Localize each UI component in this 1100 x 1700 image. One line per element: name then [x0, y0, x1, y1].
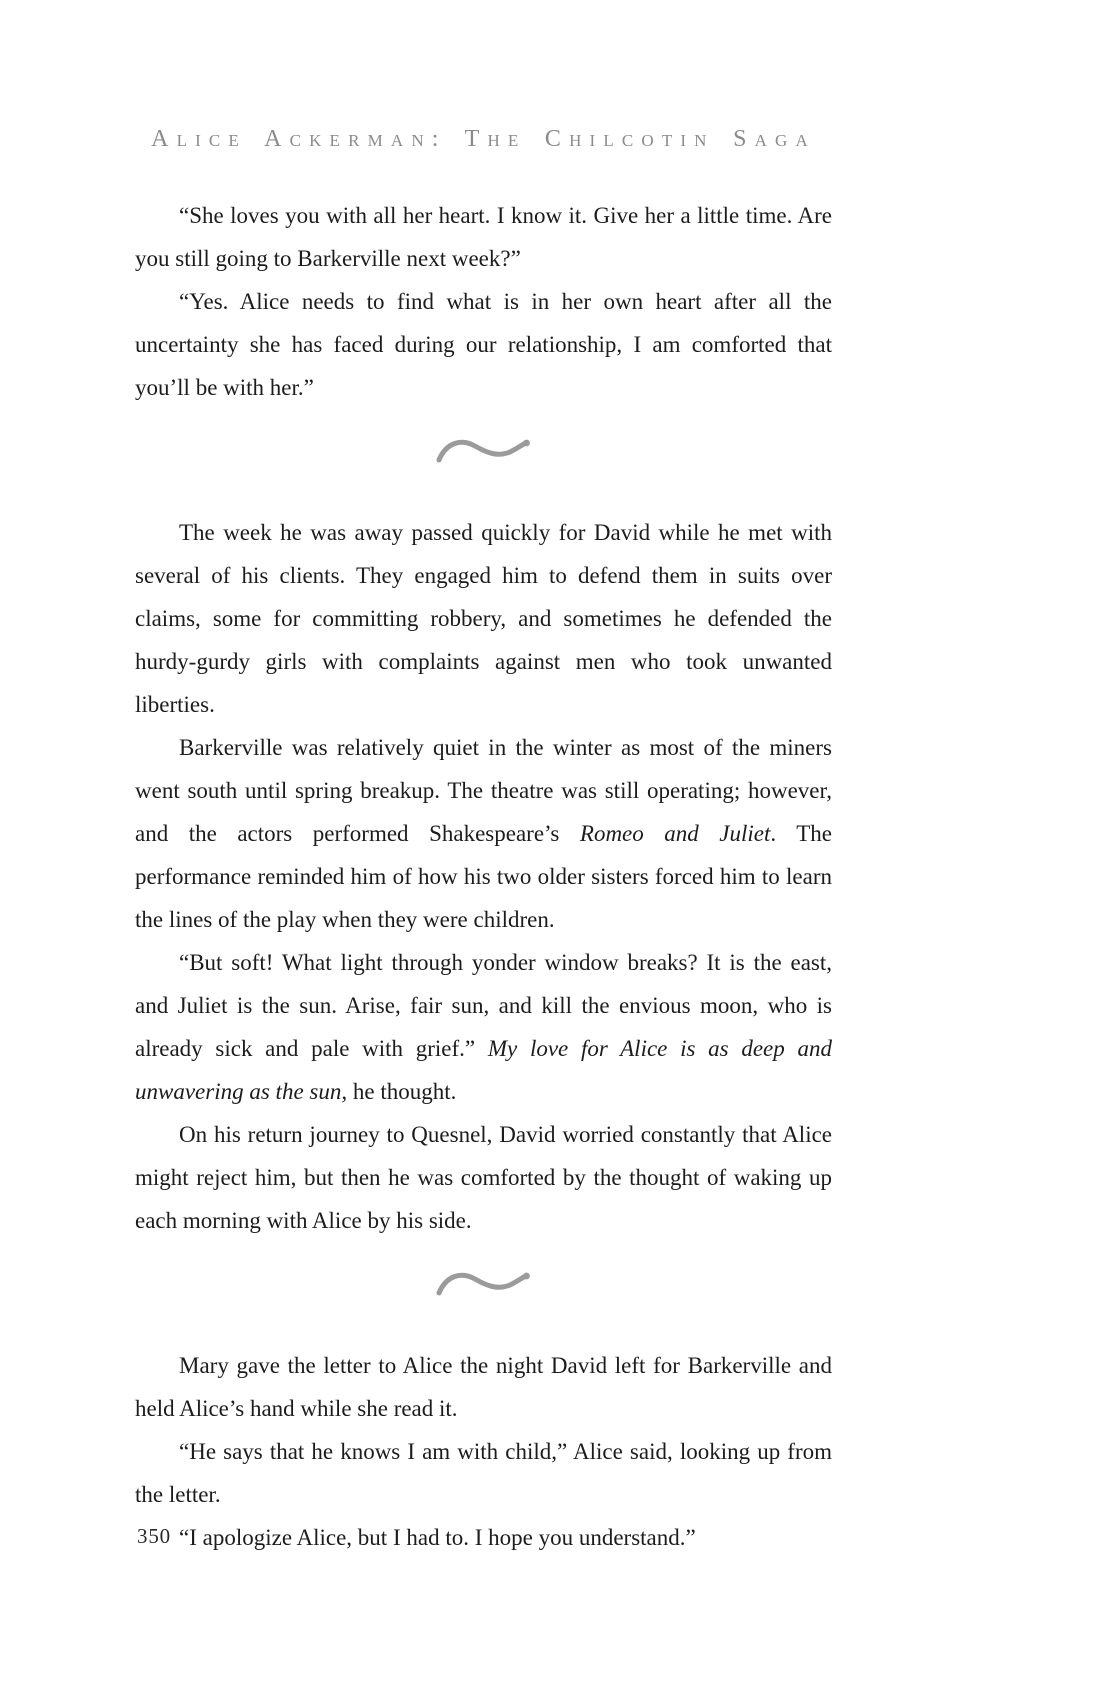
- paragraph: On his return journey to Quesnel, David worried constantly that Alice might reject him, but then he was comforted by the thought of waking up each morning with Alice by his side.: [135, 1122, 832, 1233]
- paragraph: “She loves you with all her heart. I know it. Give her a little time. Are you still going to Barkerville next week?”: [135, 203, 832, 271]
- paragraph: “But soft! What light through yonder window breaks? It is the east, and Juliet is the sun. Arise, fair sun, and kill the envious moon, who is already sick and pale with grief.” My love for Alice is as deep and unwavering as the sun, he thought.: [135, 950, 832, 1104]
- page-number: 350: [137, 1524, 172, 1548]
- tilde-swash-icon: [434, 433, 534, 467]
- body-text: [135, 194, 832, 1559]
- paragraph: “I apologize Alice, but I had to. I hope you understand.”: [179, 1525, 696, 1550]
- paragraph: “He says that he knows I am with child,” Alice said, looking up from the letter.: [135, 1439, 832, 1507]
- running-header: Alice Ackerman: The Chilcotin Saga: [151, 126, 816, 152]
- section-divider: [135, 1266, 832, 1300]
- paragraph: The week he was away passed quickly for David while he met with several of his clients. They engaged him to defend them in suits over claims, some for committing robbery, and sometimes he defended the hurdy-gurdy girls with complaints against men who took unwanted liberties.: [135, 520, 832, 717]
- section-divider: [135, 433, 832, 467]
- paragraph: “Yes. Alice needs to find what is in her own heart after all the uncertainty she has faced during our relationship, I am comforted that you’ll be with her.”: [135, 289, 832, 400]
- tilde-swash-icon: [434, 1266, 534, 1300]
- paragraph: Mary gave the letter to Alice the night David left for Barkerville and held Alice’s hand while she read it.: [135, 1353, 832, 1421]
- paragraph: Barkerville was relatively quiet in the winter as most of the miners went south until spring breakup. The theatre was still operating; however, and the actors performed Shakespeare’s Romeo and Juliet. The performance reminded him of how his two older sisters forced him to learn the lines of the play when they were children.: [135, 735, 833, 932]
